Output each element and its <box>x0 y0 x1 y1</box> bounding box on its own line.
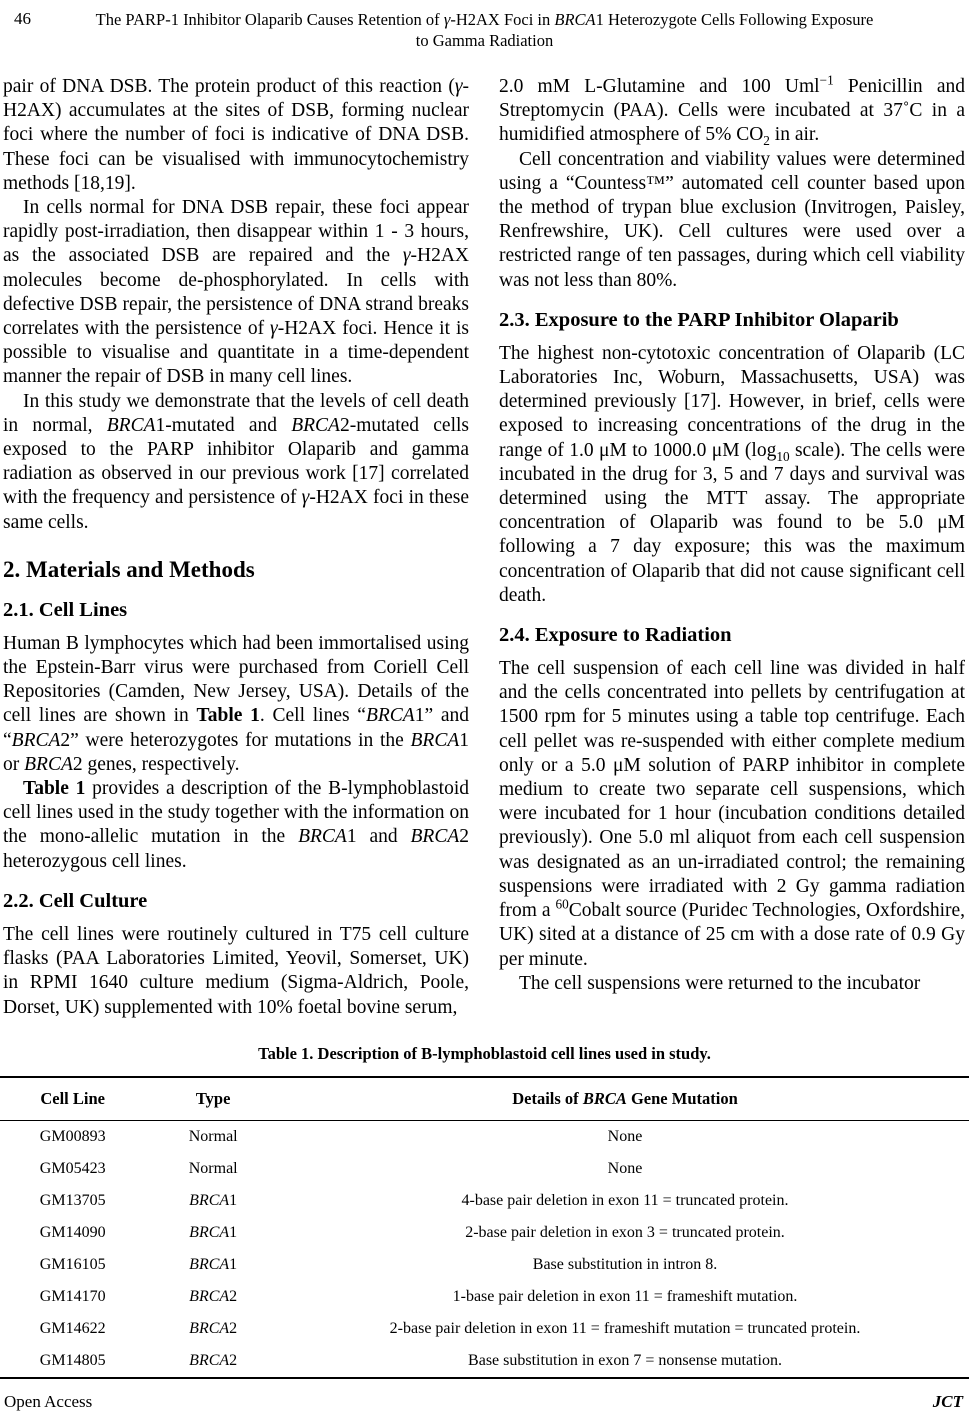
text-run: 2.3. Exposure to the PARP Inhibitor Olaparib <box>499 308 899 331</box>
text-run: 2 <box>229 1320 238 1337</box>
table-cell <box>145 1313 281 1345</box>
text-run: BRCA <box>189 1320 230 1337</box>
table-cell <box>0 1185 145 1217</box>
text-run: -H2AX molecules become de-phosphorylated. In cells with defective DSB repair, the persistence of DNA strand breaks correlates with the persistence of <box>3 245 469 340</box>
text-run: Base substitution in exon 7 = nonsense mutation. <box>468 1352 782 1369</box>
table-row <box>0 1217 969 1249</box>
text-run: BRCA <box>554 10 596 29</box>
table-cell <box>145 1121 281 1154</box>
text-run: 60 <box>555 896 569 912</box>
table-row <box>0 1313 969 1345</box>
page-header <box>0 0 969 51</box>
text-run: The highest non-cytotoxic concentration of Olaparib (LC Laboratories Inc, Woburn, Massachusetts, USA) was determined previously [17]. However, in brief, cells were exposed to increasing concentrations of the drug in the range of 1.0 μM to 1000.0 μM (log <box>499 342 965 461</box>
column-right <box>499 72 966 1020</box>
section-heading <box>499 624 965 647</box>
table-cell <box>281 1345 969 1378</box>
section-heading <box>3 599 469 622</box>
table-cell <box>281 1153 969 1185</box>
paragraph <box>3 923 469 1020</box>
text-run: 2 heterozygous cell lines. <box>3 826 470 872</box>
text-run: Table 1 <box>23 778 86 800</box>
text-run: pair of DNA DSB. The protein product of this reaction ( <box>3 76 455 97</box>
table-cell <box>281 1185 969 1217</box>
text-run: Base substitution in intron 8. <box>532 1256 718 1273</box>
text-run: BRCA <box>365 705 415 727</box>
text-run: BRCA <box>410 826 460 848</box>
text-run: 2.2. Cell Culture <box>3 889 148 912</box>
table-cell <box>281 1249 969 1281</box>
table-cell <box>145 1249 281 1281</box>
text-run: γ <box>454 76 463 97</box>
text-run: in air. <box>769 124 820 146</box>
text-run: -H2AX Foci in <box>450 10 555 29</box>
paragraph <box>3 390 469 535</box>
text-run: Penicillin and Streptomycin (PAA). Cells were incubated at 37˚C in a humidified atmosphere of 5% CO <box>499 76 965 146</box>
table-row <box>0 1185 969 1217</box>
page-footer <box>4 1392 963 1412</box>
text-run: BRCA <box>106 414 156 436</box>
text-run: 1 <box>229 1224 238 1241</box>
text-run: Normal <box>188 1160 238 1177</box>
text-run: 2-base pair deletion in exon 11 = frameshift mutation = truncated protein. <box>389 1320 861 1337</box>
text-run: GM14090 <box>39 1224 106 1241</box>
text-run: −1 <box>819 72 834 88</box>
table-caption: Table 1. Description of B-lymphoblastoid cell lines used in study. <box>258 1044 711 1063</box>
text-run: 4-base pair deletion in exon 11 = truncated protein. <box>461 1192 789 1209</box>
paragraph <box>499 342 965 608</box>
text-run: 1 and <box>346 826 411 848</box>
section-heading <box>3 557 469 583</box>
text-run: GM16105 <box>39 1256 106 1273</box>
text-run: 2 <box>229 1288 238 1305</box>
text-run: BRCA <box>189 1192 230 1209</box>
text-run: BRCA <box>189 1288 230 1305</box>
text-run: BRCA <box>291 414 340 436</box>
text-run: GM14170 <box>39 1288 106 1305</box>
text-run: BRCA <box>298 826 347 848</box>
paragraph <box>3 632 469 777</box>
text-run: BRCA <box>24 753 73 775</box>
text-run: GM14622 <box>39 1320 106 1337</box>
text-run: Type <box>195 1089 231 1108</box>
text-run: 2” were heterozygotes for mutations in the <box>60 729 411 751</box>
text-run: 2 <box>229 1352 238 1369</box>
text-run: -H2AX foci in these same cells. <box>3 487 469 533</box>
text-run: -H2AX foci. Hence it is possible to visualise and quantitate in a time-dependent manner the repair of DSB in many cell lines. <box>3 318 469 388</box>
text-run: 2 genes, respectively. <box>72 753 240 775</box>
text-run: 2.0 mM L-Glutamine and 100 Uml <box>499 76 820 97</box>
text-run: 2 <box>763 133 770 149</box>
text-run: 2.4. Exposure to Radiation <box>499 624 732 647</box>
table-cell <box>145 1153 281 1185</box>
text-run: BRCA <box>189 1224 230 1241</box>
text-run: BRCA <box>189 1256 230 1273</box>
text-run: None <box>607 1160 643 1177</box>
text-run: -H2AX) accumulates at the sites of DSB, forming nuclear foci where the number of foci is indicative of DNA DSB. These foci can be visualised with immunocytochemistry methods [18,19]. <box>3 76 469 194</box>
text-run: Human B lymphocytes which had been immortalised using the Epstein-Barr virus were purchased from Coriell Cell Repositories (Camden, New Jersey, USA). Details of the cell lines are shown in <box>3 632 469 727</box>
table-cell <box>281 1313 969 1345</box>
paragraph <box>499 148 965 293</box>
text-run: γ <box>443 10 451 29</box>
paragraph <box>3 196 469 390</box>
paragraph <box>499 72 965 149</box>
text-run: Gene Mutation <box>626 1089 738 1108</box>
table-cell <box>0 1345 145 1378</box>
text-run: 2-mutated cells exposed to the PARP inhibitor Olaparib and gamma radiation as observed in our previous work [17] correlated with the frequency and persistence of <box>3 414 470 509</box>
table-cell <box>0 1249 145 1281</box>
table-row <box>0 1345 969 1378</box>
column-header-details <box>281 1077 969 1121</box>
text-run: BRCA <box>189 1352 230 1369</box>
table-cell <box>145 1185 281 1217</box>
footer-open-access: Open Access <box>4 1392 93 1411</box>
text-run: GM05423 <box>39 1160 106 1177</box>
table-row <box>0 1249 969 1281</box>
text-run: In cells normal for DNA DSB repair, these foci appear rapidly post-irradiation, then disappear within 1 - 3 hours, as the associated DSB are repaired and the <box>3 197 469 267</box>
text-run: BRCA <box>11 729 61 751</box>
text-run: GM14805 <box>39 1352 106 1369</box>
table-cell <box>145 1345 281 1378</box>
text-run: Normal <box>188 1128 238 1145</box>
two-column-body <box>0 72 969 1020</box>
table-cell <box>0 1121 145 1154</box>
table-row <box>0 1281 969 1313</box>
table-header-row <box>0 1077 969 1121</box>
table-cell <box>0 1281 145 1313</box>
text-run: 1-mutated and <box>155 414 292 436</box>
page-number: 46 <box>14 9 31 28</box>
section-heading <box>499 309 965 332</box>
column-left <box>3 75 469 1020</box>
text-run: 1” and “ <box>3 705 470 751</box>
text-run: γ <box>270 318 278 340</box>
text-run: 1-base pair deletion in exon 11 = frameshift mutation. <box>452 1288 798 1305</box>
paragraph <box>499 972 965 996</box>
text-run: provides a description of the B-lymphoblastoid cell lines used in the study together with the information on the mono-allelic mutation in the <box>3 778 469 848</box>
table-row <box>0 1153 969 1185</box>
text-run: The PARP-1 Inhibitor Olaparib Causes Retention of <box>95 10 444 29</box>
section-heading <box>3 890 469 913</box>
column-header-type <box>145 1077 281 1121</box>
text-run: Cobalt source (Puridec Technologies, Oxfordshire, UK) sited at a distance of 25 cm with a dose rate of 0.9 Gy per minute. <box>499 900 966 970</box>
table-cell <box>145 1281 281 1313</box>
text-run: 1 or <box>3 729 469 775</box>
text-run: 2.1. Cell Lines <box>3 598 128 621</box>
table-cell <box>281 1121 969 1154</box>
text-run: 1 <box>229 1256 238 1273</box>
text-run: γ <box>402 245 411 267</box>
text-run: γ <box>301 487 310 509</box>
table-section <box>0 1044 969 1379</box>
paragraph <box>3 75 469 196</box>
table-cell <box>0 1313 145 1345</box>
table-cell <box>145 1217 281 1249</box>
text-run: 1 Heterozygote Cells Following Exposure to Gamma Radiation <box>415 10 874 50</box>
cell-lines-table <box>0 1076 969 1379</box>
table-cell <box>0 1217 145 1249</box>
text-run: 10 <box>776 448 790 464</box>
text-run: 2-base pair deletion in exon 3 = truncated protein. <box>465 1224 785 1241</box>
text-run: Cell concentration and viability values were determined using a “Countess™” automated cell counter based upon the method of trypan blue exclusion (Invitrogen, Paisley, Renfrewshire, UK). Cell cultures were used over a restricted range of ten passages, during which cell viability was not less than 80%. <box>499 148 965 291</box>
text-run: 2. Materials and Methods <box>3 556 255 582</box>
table-body <box>0 1121 969 1379</box>
table-cell <box>281 1217 969 1249</box>
text-run: GM00893 <box>39 1128 106 1145</box>
text-run: In this study we demonstrate that the levels of cell death in normal, <box>3 390 469 436</box>
text-run: GM13705 <box>39 1192 106 1209</box>
footer-journal-abbrev: JCT <box>932 1392 963 1411</box>
text-run: BRCA <box>410 729 460 751</box>
paragraph <box>3 777 469 874</box>
column-header-cell-line <box>0 1077 145 1121</box>
text-run: scale). The cells were incubated in the drug for 3, 5 and 7 days and survival was determined using the MTT assay. The appropriate concentration of Olaparib was found to be 5.0 μM following a 7 day exposure; this was the maximum concentration of Olaparib that did not cause significant cell death. <box>499 439 965 606</box>
text-run: The cell suspensions were returned to the incubator <box>519 972 921 994</box>
paragraph <box>499 657 965 972</box>
text-run: BRCA <box>582 1089 627 1108</box>
text-run: None <box>607 1128 643 1145</box>
paper-title <box>90 9 880 51</box>
text-run: Table 1 <box>196 705 260 727</box>
table-cell <box>281 1281 969 1313</box>
text-run: The cell suspension of each cell line was divided in half and the cells concentrated into pellets by centrifugation at 1500 rpm for 5 minutes using a table top centrifuge. Each cell pellet was re-suspended with either complete medium only or a 5.0 μM solution of PARP inhibitor in complete medium to create two separate cell suspensions, which were incubated for 1 hour (incubation conditions detailed previously). One 5.0 ml aliquot from each cell suspension was designated as an un-irradiated control; the remaining suspensions were irradiated with 2 Gy gamma radiation from a <box>499 658 965 922</box>
text-run: . Cell lines “ <box>259 705 366 727</box>
table-header <box>0 1077 969 1121</box>
text-run: Details of <box>512 1089 583 1108</box>
table-row <box>0 1121 969 1154</box>
text-run: The cell lines were routinely cultured in T75 cell culture flasks (PAA Laboratories Limited, Yeovil, Somerset, UK) in RPMI 1640 culture medium (Sigma-Aldrich, Poole, Dorset, UK) supplemented with 10% foetal bovine serum, <box>3 923 469 1018</box>
text-run: Cell Line <box>40 1089 105 1108</box>
table-cell <box>0 1153 145 1185</box>
text-run: 1 <box>229 1192 238 1209</box>
